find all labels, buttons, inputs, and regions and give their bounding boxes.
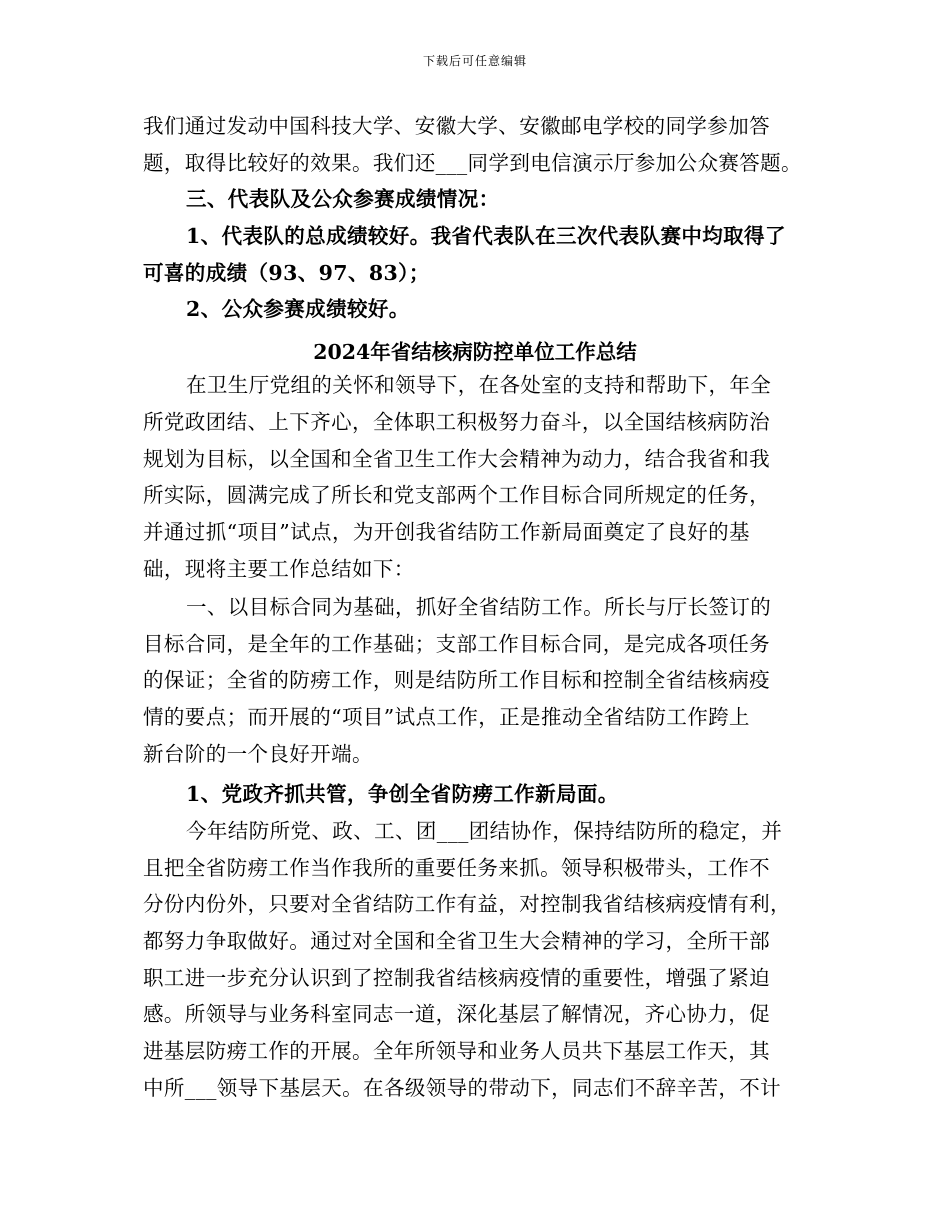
list-item: 可喜的成绩（93、97、83）； — [143, 261, 430, 285]
subsection-heading: 1、党政齐抓共管，争创全省防痨工作新局面。 — [186, 782, 619, 806]
section-heading: 三、代表队及公众参赛成绩情况： — [186, 187, 500, 211]
paragraph-line: 中所___领导下基层天。在各级领导的带动下，同志们不辞辛苦，不计 — [143, 1076, 782, 1100]
paragraph-line: 感。所领导与业务科室同志一道，深化基层了解情况，齐心协力，促 — [143, 1002, 770, 1026]
paragraph-line: 所党政团结、上下齐心，全体职工积极努力奋斗，以全国结核病防治 — [143, 410, 770, 434]
paragraph-line: 础，现将主要工作总结如下： — [143, 557, 415, 581]
paragraph-line: 并通过抓“项目”试点，为开创我省结防工作新局面奠定了良好的基 — [143, 520, 750, 544]
paragraph-line: 情的要点；而开展的“项目”试点工作，正是推动全省结防工作跨上 — [143, 705, 750, 729]
page-header: 下载后可任意编辑 — [422, 54, 527, 68]
paragraph-line: 都努力争取做好。通过对全国和全省卫生大会精神的学习，全所干部 — [143, 929, 770, 953]
paragraph-line: 一、以目标合同为基础，抓好全省结防工作。所长与厅长签订的 — [186, 595, 772, 619]
paragraph-line: 新台阶的一个良好开端。 — [143, 742, 373, 766]
text-line: 题，取得比较好的效果。我们还___同学到电信演示厅参加公众赛答题。 — [143, 151, 802, 175]
document-title: 2024年省结核病防控单位工作总结 — [313, 340, 637, 364]
paragraph-line: 进基层防痨工作的开展。全年所领导和业务人员共下基层工作天，其 — [143, 1039, 770, 1063]
list-item: 2、公众参赛成绩较好。 — [186, 297, 410, 321]
paragraph-line: 分份内份外，只要对全省结防工作有益，对控制我省结核病疫情有利， — [143, 892, 791, 916]
paragraph-line: 的保证；全省的防痨工作，则是结防所工作目标和控制全省结核病疫 — [143, 668, 770, 692]
paragraph-line: 规划为目标，以全国和全省卫生工作大会精神为动力，结合我省和我 — [143, 447, 770, 471]
paragraph-line: 目标合同，是全年的工作基础；支部工作目标合同，是完成各项任务 — [143, 632, 770, 656]
list-item: 1、代表队的总成绩较好。我省代表队在三次代表队赛中均取得了 — [186, 224, 786, 248]
paragraph-line: 职工进一步充分认识到了控制我省结核病疫情的重要性，增强了紧迫 — [143, 966, 770, 990]
text-line: 我们通过发动中国科技大学、安徽大学、安徽邮电学校的同学参加答 — [143, 114, 770, 138]
paragraph-line: 所实际，圆满完成了所长和党支部两个工作目标合同所规定的任务， — [143, 483, 770, 507]
paragraph-line: 且把全省防痨工作当作我所的重要任务来抓。领导积极带头，工作不 — [143, 856, 770, 880]
paragraph-line: 今年结防所党、政、工、团___团结协作，保持结防所的稳定，并 — [186, 819, 783, 843]
paragraph-line: 在卫生厅党组的关怀和领导下，在各处室的支持和帮助下，年全 — [186, 373, 772, 397]
